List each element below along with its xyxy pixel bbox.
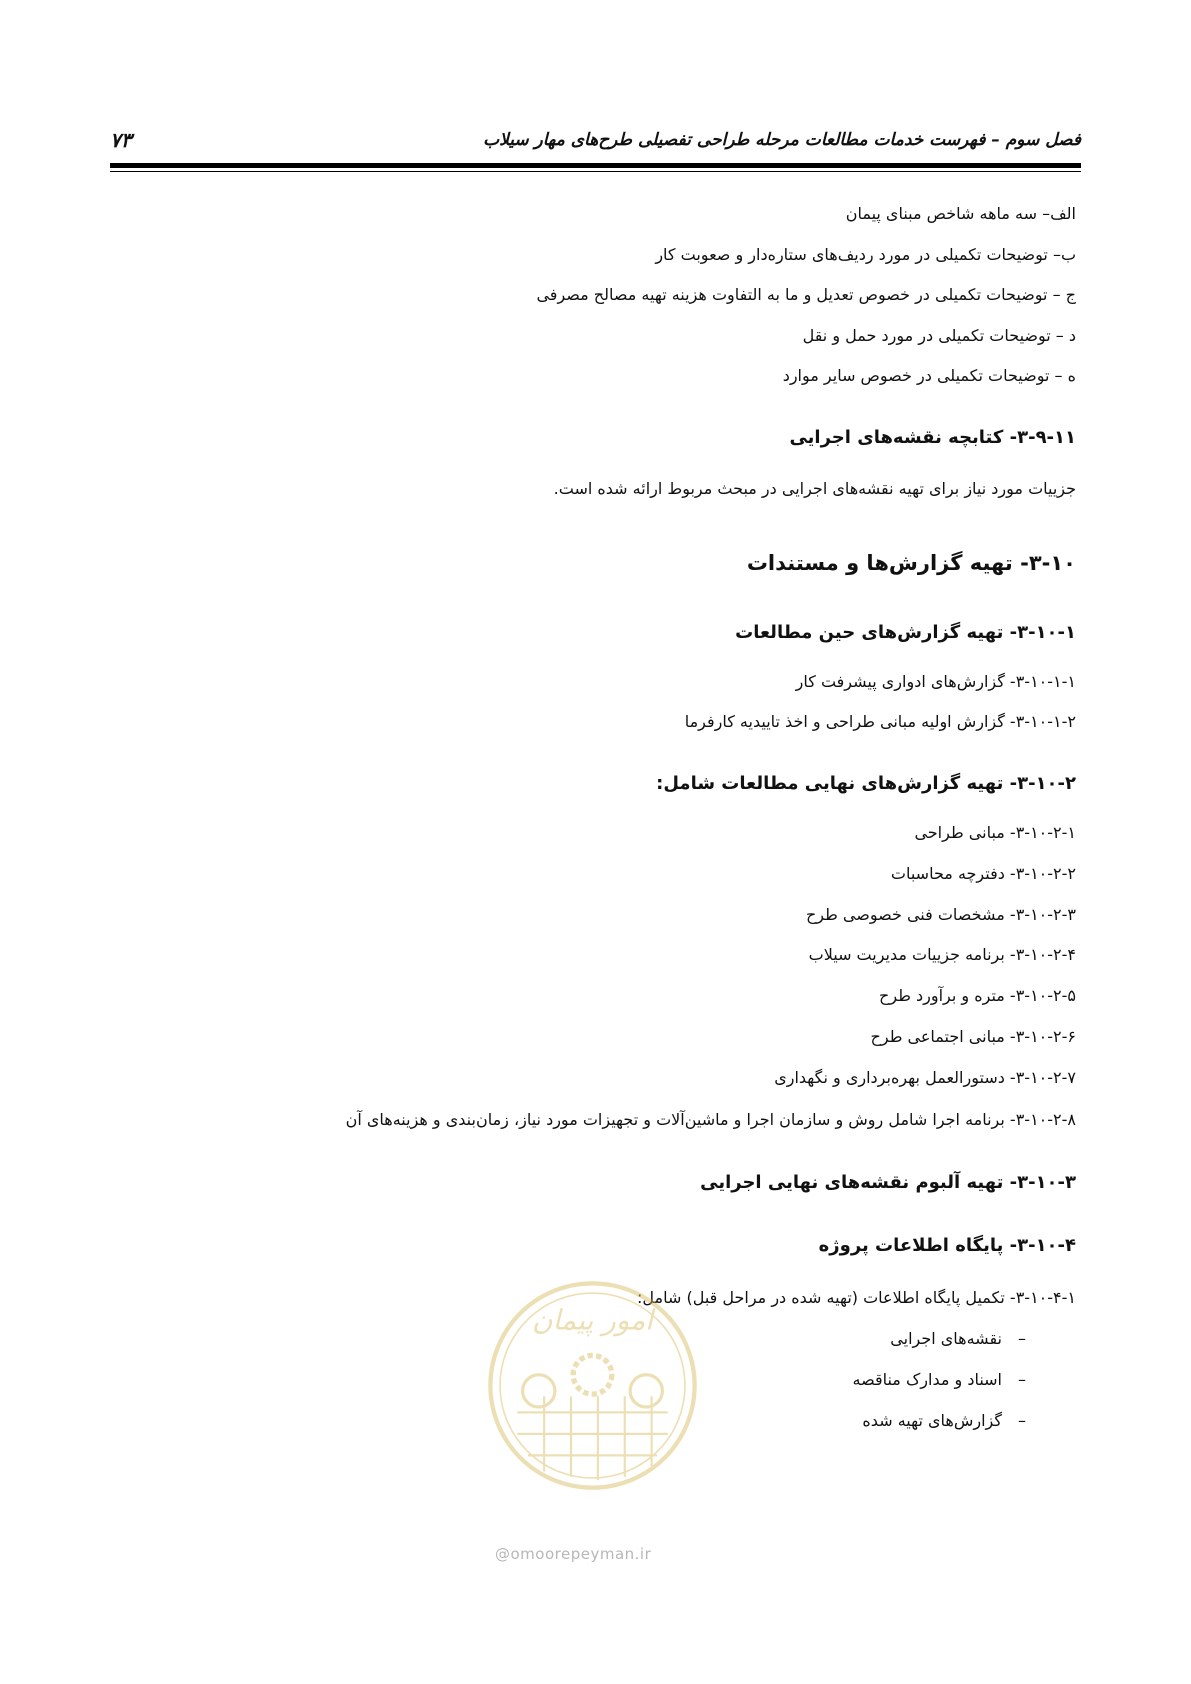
list-item: ۳-۱۰-۲-۳- مشخصات فنی خصوصی طرح <box>805 905 1076 924</box>
list-item: ج – توضیحات تکمیلی در خصوص تعدیل و ما به التفاوت هزینه تهیه مصالح مصرفی <box>536 285 1076 304</box>
page-header <box>110 126 1081 166</box>
header-rule-thin <box>110 171 1081 172</box>
list-item: ۳-۱۰-۲-۶- مبانی اجتماعی طرح <box>870 1027 1076 1046</box>
section-heading: ۳-۱۰-۴- پایگاه اطلاعات پروژه <box>818 1235 1076 1256</box>
bullet-text: گزارش‌های تهیه شده <box>862 1411 1002 1430</box>
list-item: ب– توضیحات تکمیلی در مورد ردیف‌های ستاره‌دار و صعوبت کار <box>655 245 1076 264</box>
section-intro: ۳-۱۰-۴-۱- تکمیل پایگاه اطلاعات (تهیه شده در مراحل قبل) شامل: <box>637 1288 1076 1307</box>
watermark-text: امور پیمان <box>532 1303 653 1337</box>
dash-bullet-icon: – <box>1018 1329 1026 1348</box>
list-item: ه – توضیحات تکمیلی در خصوص سایر موارد <box>782 366 1076 385</box>
bullet-item <box>890 1329 1026 1348</box>
bullet-item <box>853 1370 1027 1389</box>
section-heading: ۳-۱۰-۱- تهیه گزارش‌های حین مطالعات <box>735 622 1076 643</box>
list-item: ۳-۱۰-۲-۸- برنامه اجرا شامل روش و سازمان اجرا و ماشین‌آلات و تجهیزات مورد نیاز، زمان‌بندی و هزینه‌های آن <box>345 1110 1076 1129</box>
header-rule-thick <box>110 163 1081 168</box>
list-item: د – توضیحات تکمیلی در مورد حمل و نقل <box>802 326 1076 345</box>
bullet-item <box>862 1411 1026 1430</box>
dash-bullet-icon: – <box>1018 1370 1026 1389</box>
list-item: ۳-۱۰-۱-۱- گزارش‌های ادواری پیشرفت کار <box>795 672 1076 691</box>
list-item: ۳-۱۰-۱-۲- گزارش اولیه مبانی طراحی و اخذ تاییدیه کارفرما <box>684 712 1076 731</box>
list-item: ۳-۱۰-۲-۵- متره و برآورد طرح <box>879 986 1076 1005</box>
chapter-heading: ۳-۱۰- تهیه گزارش‌ها و مستندات <box>746 551 1076 575</box>
watermark-logo-icon <box>485 1278 700 1493</box>
bullet-text: اسناد و مدارک مناقصه <box>852 1370 1002 1389</box>
bullet-text: نقشه‌های اجرایی <box>890 1329 1002 1348</box>
list-item: ۳-۱۰-۲-۴- برنامه جزییات مدیریت سیلاب <box>808 945 1076 964</box>
section-heading: ۳-۹-۱۱- کتابچه نقشه‌های اجرایی <box>789 427 1076 448</box>
watermark-url: @omoorepeyman.ir <box>495 1545 652 1563</box>
dash-bullet-icon: – <box>1018 1411 1026 1430</box>
list-item: ۳-۱۰-۲-۱- مبانی طراحی <box>914 823 1076 842</box>
list-item: الف– سه ماهه شاخص مبنای پیمان <box>845 204 1076 223</box>
page-number: ۷۳ <box>110 128 132 152</box>
header-title: فصل سوم – فهرست خدمات مطالعات مرحله طراحی تفصیلی طرح‌های مهار سیلاب <box>483 130 1081 150</box>
section-body: جزییات مورد نیاز برای تهیه نقشه‌های اجرایی در مبحث مربوط ارائه شده است. <box>553 479 1076 498</box>
list-item: ۳-۱۰-۲-۷- دستورالعمل بهره‌برداری و نگهداری <box>774 1068 1076 1087</box>
section-heading: ۳-۱۰-۳- تهیه آلبوم نقشه‌های نهایی اجرایی <box>700 1172 1076 1193</box>
section-heading: ۳-۱۰-۲- تهیه گزارش‌های نهایی مطالعات شامل: <box>656 773 1076 794</box>
list-item: ۳-۱۰-۲-۲- دفترچه محاسبات <box>890 864 1076 883</box>
